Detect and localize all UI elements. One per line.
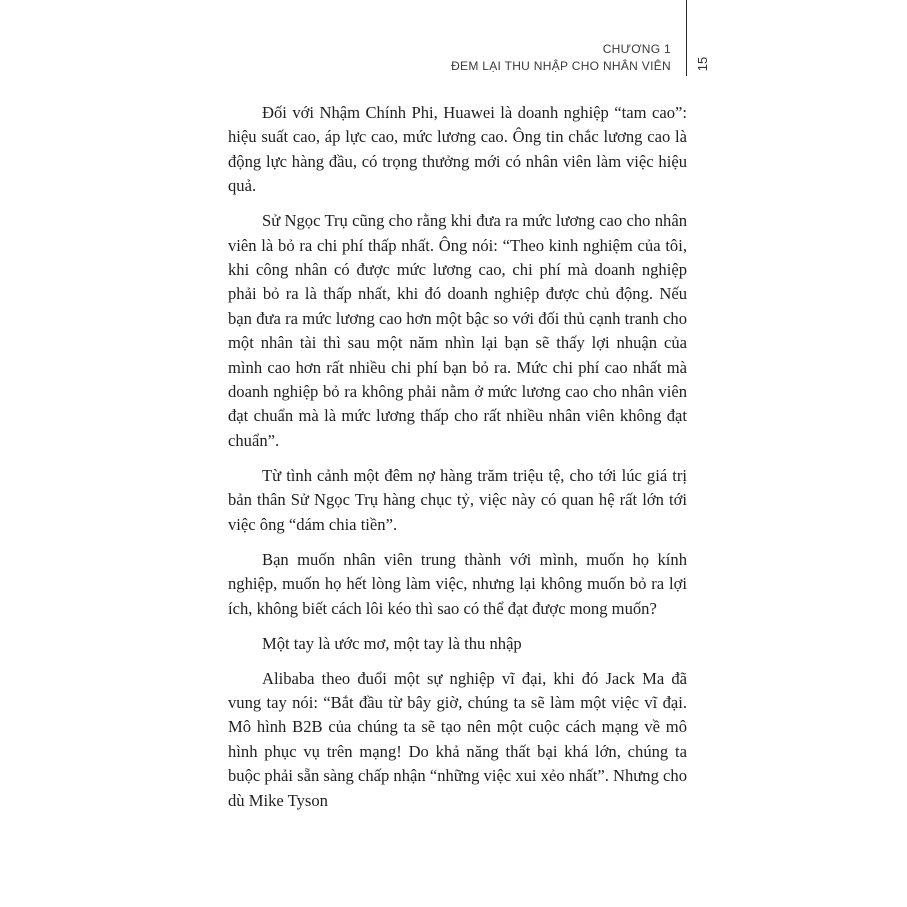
page-number: 15 [695, 56, 710, 72]
paragraph: Từ tình cảnh một đêm nợ hàng trăm triệu tệ, cho tới lúc giá trị bản thân Sử Ngọc Trụ hàng chục tỷ, việc này có quan hệ rất lớn tới việc ông “dám chia tiền”. [228, 465, 687, 534]
header-rule [686, 0, 687, 76]
body-text [228, 101, 687, 813]
paragraph: Sử Ngọc Trụ cũng cho rằng khi đưa ra mức lương cao cho nhân viên là bỏ ra chi phí thấp nhất. Ông nói: “Theo kinh nghiệm của tôi, khi công nhân có được mức lương cao, chi phí mà doanh nghiệp phải bỏ ra là thấp nhất, khi đó doanh nghiệp được chủ động. Nếu bạn đưa ra mức lương cao hơn một bậc so với đối thủ cạnh tranh cho một nhân tài thì sau một năm nhìn lại bạn sẽ thấy lợi nhuận của mình cao hơn rất nhiều chi phí bạn bỏ ra. Mức chi phí cao nhất mà doanh nghiệp bỏ ra không phải nằm ở mức lương cao cho nhân viên đạt chuẩn mà là mức lương thấp cho rất nhiều nhân viên không đạt chuẩn”. [228, 211, 687, 450]
paragraph: Alibaba theo đuổi một sự nghiệp vĩ đại, khi đó Jack Ma đã vung tay nói: “Bắt đầu từ bây giờ, chúng ta sẽ làm một việc vĩ đại. Mô hình B2B của chúng ta sẽ tạo nên một cuộc cách mạng về mô hình phục vụ trên mạng! Do khả năng thất bại khá lớn, chúng ta buộc phải sẵn sàng chấp nhận “những việc xui xẻo nhất”. Nhưng cho dù Mike Tyson [228, 668, 687, 810]
running-header [451, 41, 671, 75]
paragraph: Đối với Nhậm Chính Phi, Huawei là doanh nghiệp “tam cao”: hiệu suất cao, áp lực cao, mức lương cao. Ông tin chắc lương cao là động lực hàng đầu, có trọng thưởng mới có nhân viên làm việc hiệu quả. [228, 103, 687, 196]
chapter-label: CHƯƠNG 1 [602, 42, 671, 56]
paragraph: Bạn muốn nhân viên trung thành với mình, muốn họ kính nghiệp, muốn họ hết lòng làm việc, nhưng lại không muốn bỏ ra lợi ích, không biết cách lôi kéo thì sao có thể đạt được mong muốn? [228, 549, 687, 618]
chapter-title: ĐEM LẠI THU NHẬP CHO NHÂN VIÊN [451, 59, 671, 73]
section-subheading: Một tay là ước mơ, một tay là thu nhập [262, 633, 522, 653]
